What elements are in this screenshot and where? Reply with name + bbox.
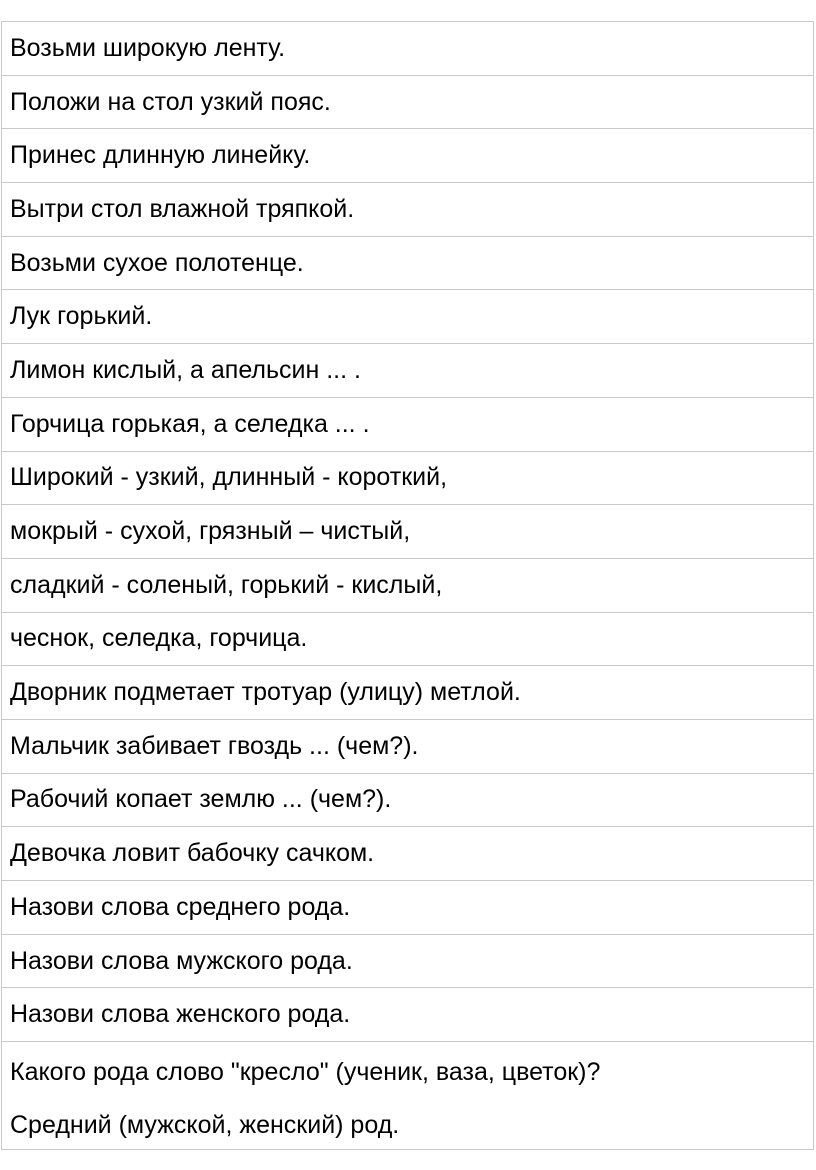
table-row: Принес длинную линейку. [2, 129, 813, 183]
table-row: Возьми широкую ленту. [2, 22, 813, 76]
table-row: Лук горький. [2, 290, 813, 344]
table-row: чеснок, селедка, горчица. [2, 613, 813, 667]
question-text: Какого рода слово "кресло" (ученик, ваза, цветок)? [10, 1058, 601, 1087]
table-row: Возьми сухое полотенце. [2, 237, 813, 291]
table-row: Лимон кислый, а апельсин ... . [2, 344, 813, 398]
table-row: Рабочий копает землю ... (чем?). [2, 774, 813, 828]
table-row: Положи на стол узкий пояс. [2, 76, 813, 130]
table-row: Мальчик забивает гвоздь ... (чем?). [2, 720, 813, 774]
table-row: Вытри стол влажной тряпкой. [2, 183, 813, 237]
table-row: Дворник подметает тротуар (улицу) метлой. [2, 666, 813, 720]
table-row: Назови слова среднего рода. [2, 881, 813, 935]
table-row: Горчица горькая, а селедка ... . [2, 398, 813, 452]
table-row: сладкий - соленый, горький - кислый, [2, 559, 813, 613]
table-row: мокрый - сухой, грязный – чистый, [2, 505, 813, 559]
worksheet-table [1, 21, 814, 1150]
table-row: Широкий - узкий, длинный - короткий, [2, 452, 813, 506]
table-row: Девочка ловит бабочку сачком. [2, 827, 813, 881]
table-row: Назови слова женского рода. [2, 988, 813, 1042]
table-row: Назови слова мужского рода. [2, 935, 813, 989]
table-row-question [2, 1042, 813, 1149]
answer-text: Средний (мужской, женский) род. [10, 1111, 400, 1140]
